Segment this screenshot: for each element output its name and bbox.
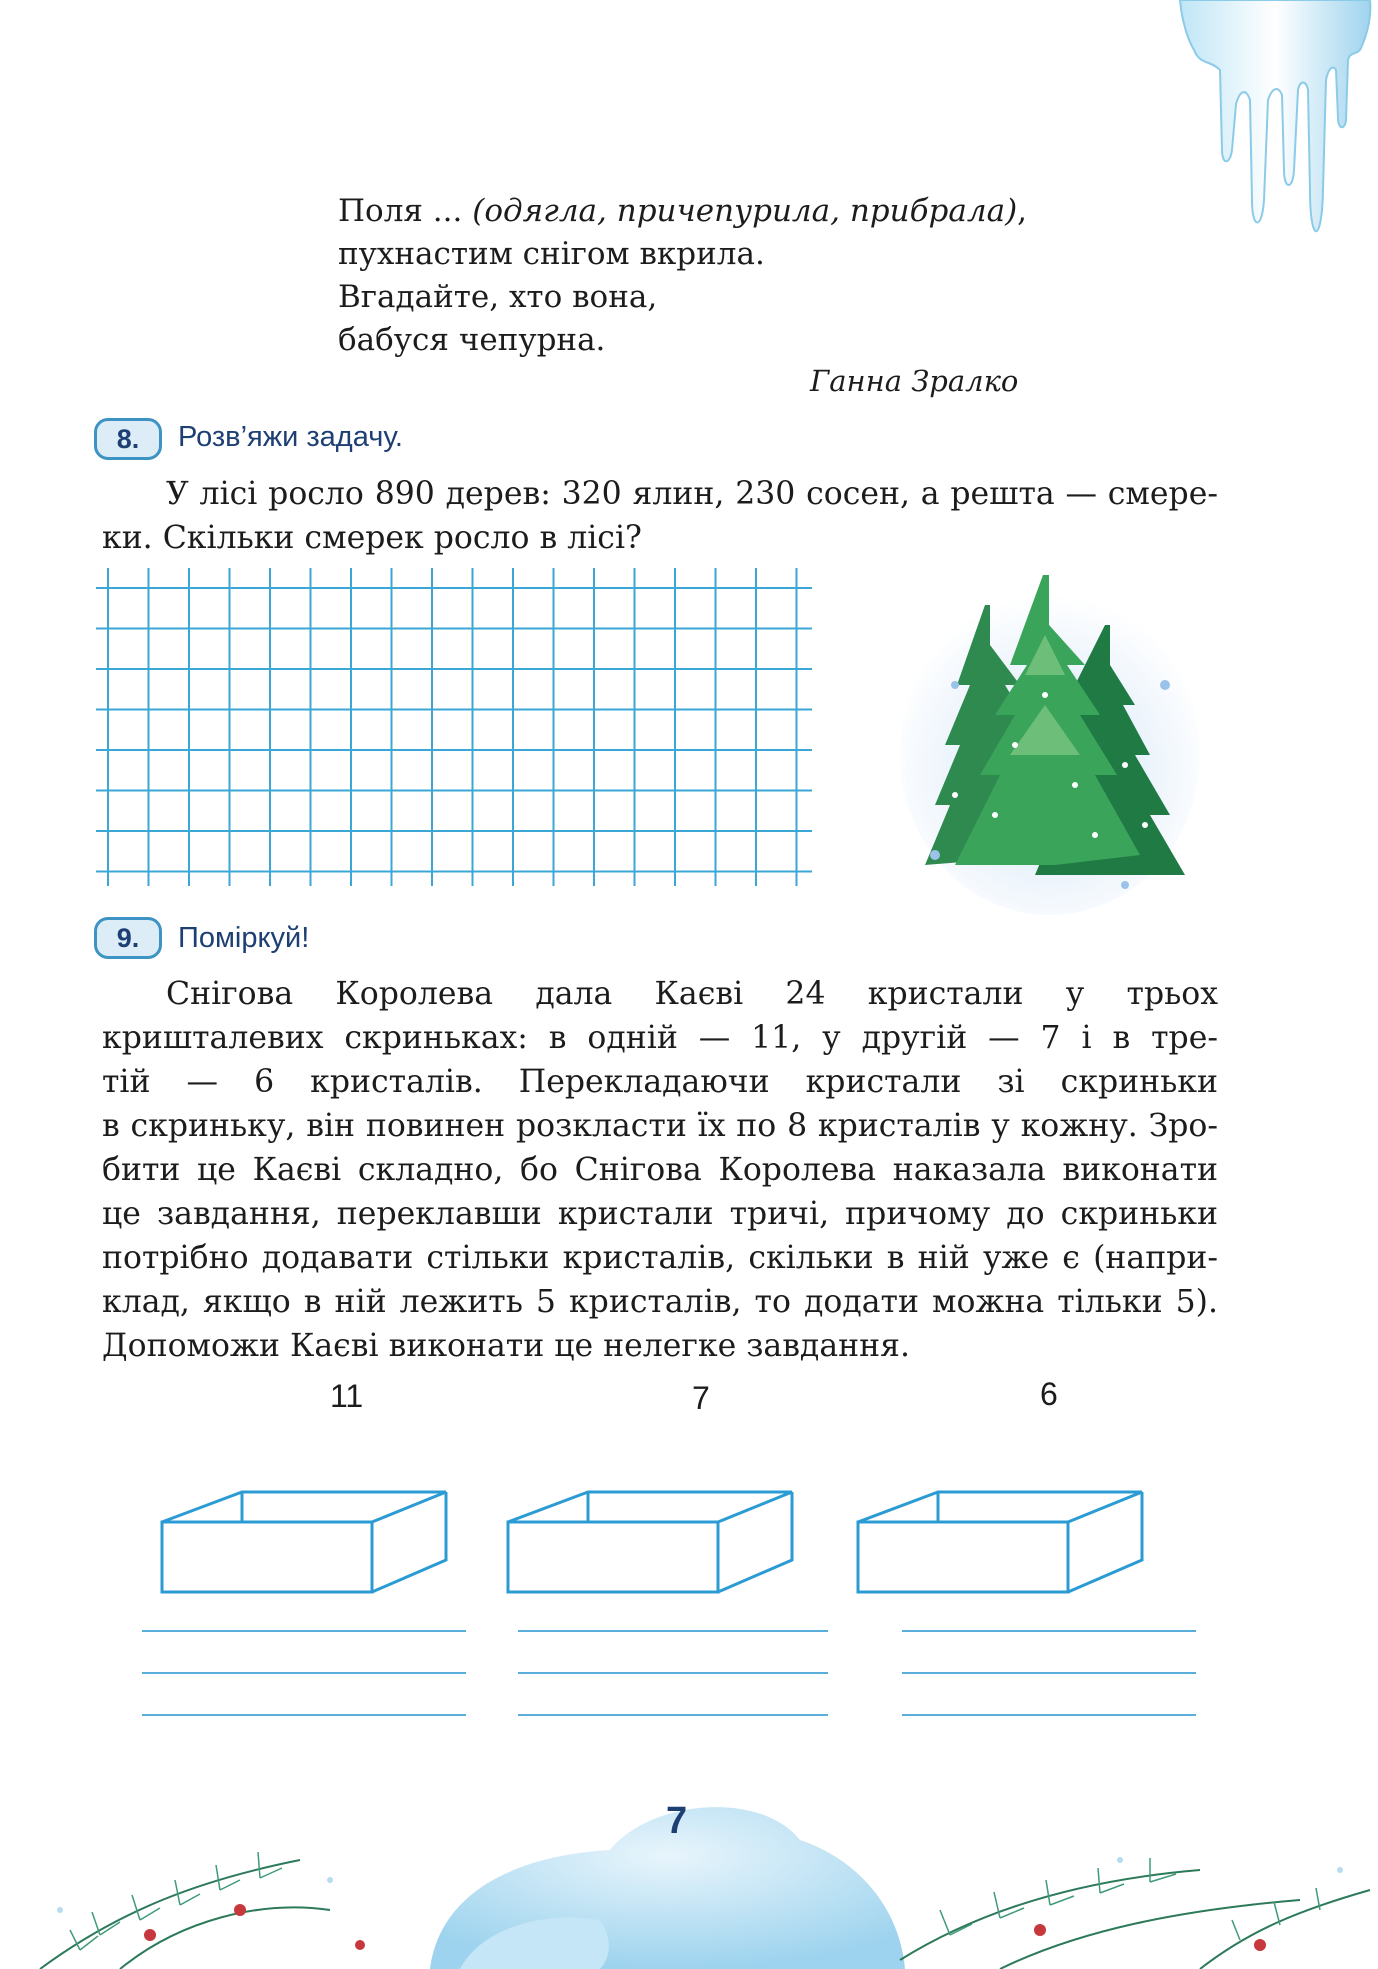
poem bbox=[338, 190, 1027, 362]
answer-line[interactable] bbox=[902, 1630, 1196, 1632]
task-8-text bbox=[102, 472, 1218, 560]
fir-trees-illustration bbox=[895, 565, 1205, 915]
answer-line[interactable] bbox=[902, 1672, 1196, 1674]
task-9-line: бити це Каєві складно, бо Снігова Королева наказала виконати bbox=[102, 1152, 1218, 1188]
box-1-count: 11 bbox=[330, 1378, 364, 1414]
answer-line[interactable] bbox=[902, 1714, 1196, 1716]
poem-line-3: Вгадайте, хто вона, bbox=[338, 279, 658, 315]
task-9-heading: Поміркуй! bbox=[178, 922, 310, 954]
box-2 bbox=[504, 1488, 796, 1596]
icicles-illustration bbox=[1160, 0, 1378, 250]
task-8-line: У лісі росло 890 дерев: 320 ялин, 230 сосен, а решта — смере- bbox=[166, 476, 1218, 512]
poem-author: Ганна Зралко bbox=[810, 364, 1019, 398]
task-9-text bbox=[102, 972, 1218, 1368]
task-9-line: тій — 6 кристалів. Перекладаючи кристали зі скриньки bbox=[102, 1064, 1218, 1100]
answer-line[interactable] bbox=[142, 1714, 466, 1716]
snowy-branches-decoration bbox=[0, 1760, 1378, 1969]
task-9-line: клад, якщо в ній лежить 5 кристалів, то додати можна тільки 5). bbox=[102, 1284, 1218, 1320]
box-1 bbox=[158, 1488, 450, 1596]
task-8-heading: Розв’яжи задачу. bbox=[178, 421, 403, 453]
task-9-line: в скриньку, він повинен розкласти їх по 8 кристалів у кожну. Зро- bbox=[102, 1108, 1218, 1144]
task-9-line: Допоможи Каєві виконати це нелегке завдання. bbox=[102, 1328, 910, 1364]
answer-line[interactable] bbox=[518, 1714, 828, 1716]
answer-line[interactable] bbox=[142, 1630, 466, 1632]
poem-line-1: Поля ... (одягла, причепурила, прибрала), bbox=[338, 193, 1028, 229]
answer-line[interactable] bbox=[142, 1672, 466, 1674]
task-9-line: потрібно додавати стільки кристалів, скільки в ній уже є (напри- bbox=[102, 1240, 1218, 1276]
task-9-line: Снігова Королева дала Каєві 24 кристали у трьох bbox=[166, 976, 1218, 1012]
box-3 bbox=[854, 1488, 1146, 1596]
poem-line-4: бабуся чепурна. bbox=[338, 322, 606, 358]
task-9-number: 9. bbox=[94, 917, 162, 959]
answer-grid[interactable] bbox=[96, 568, 812, 886]
box-3-count: 6 bbox=[1040, 1376, 1058, 1412]
task-9-line: кришталевих скриньках: в одній — 11, у другій — 7 і в тре- bbox=[102, 1020, 1218, 1056]
box-2-count: 7 bbox=[692, 1380, 710, 1416]
page-number: 7 bbox=[666, 1800, 688, 1842]
task-8-line: ки. Скільки смерек росло в лісі? bbox=[102, 520, 642, 556]
task-8-number: 8. bbox=[94, 418, 162, 460]
answer-line[interactable] bbox=[518, 1630, 828, 1632]
task-9-line: це завдання, переклавши кристали тричі, причому до скриньки bbox=[102, 1196, 1218, 1232]
poem-line-2: пухнастим снігом вкрила. bbox=[338, 236, 765, 272]
answer-line[interactable] bbox=[518, 1672, 828, 1674]
